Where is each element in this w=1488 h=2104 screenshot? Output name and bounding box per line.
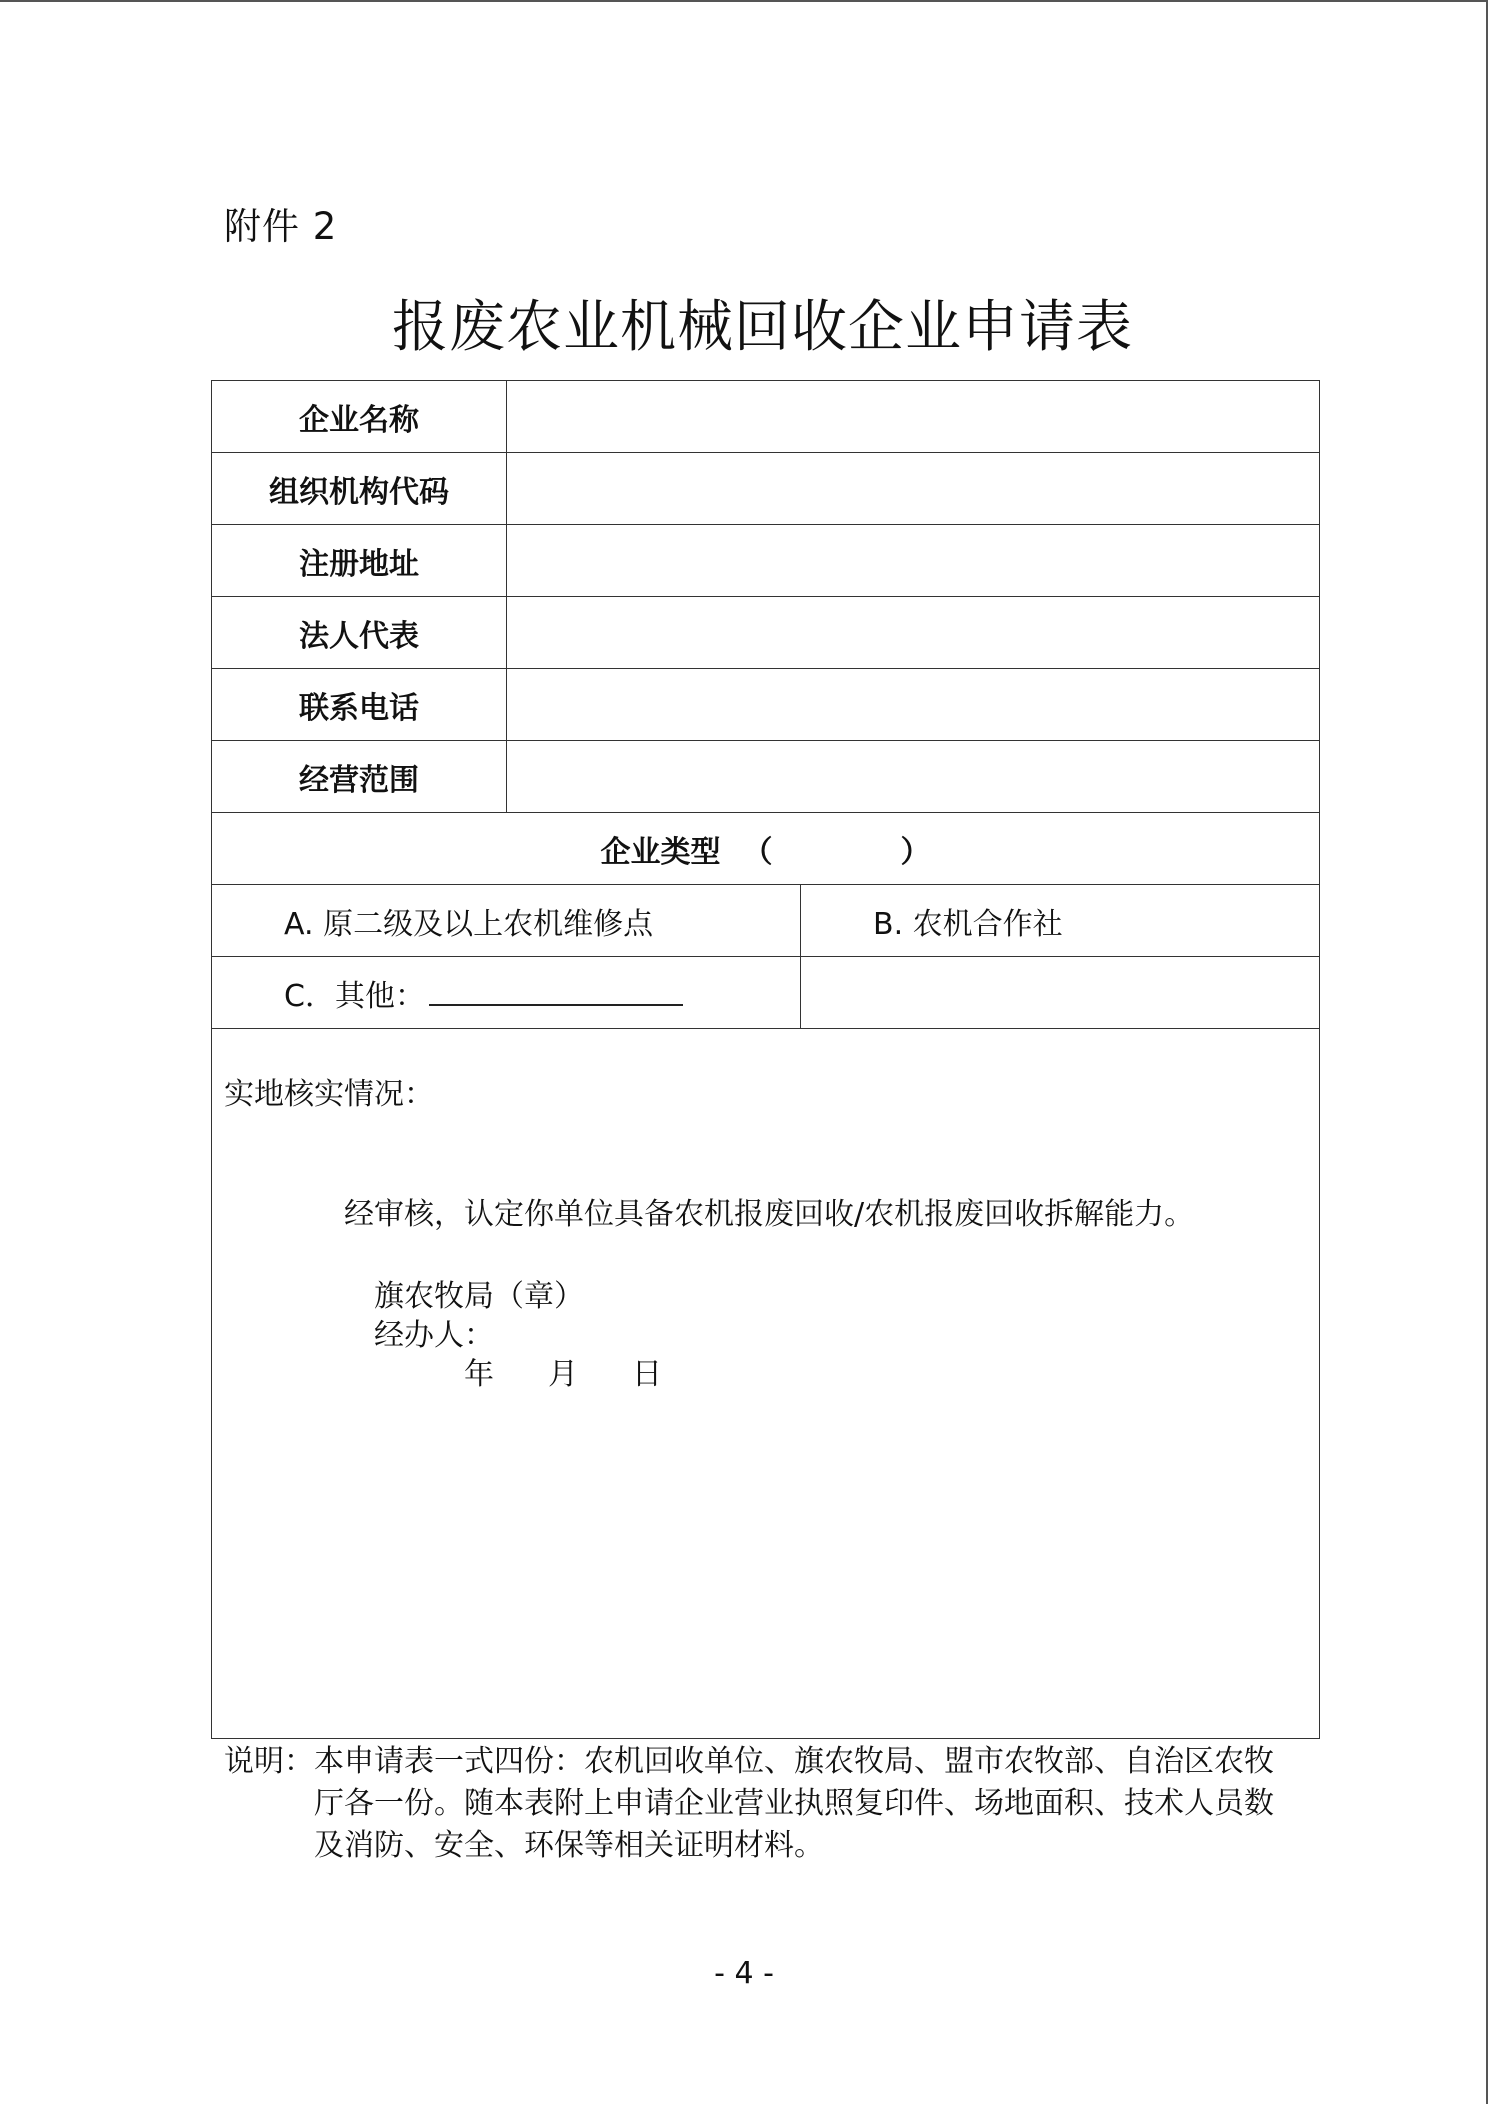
field-value-address[interactable] <box>507 525 1320 597</box>
field-value-phone[interactable] <box>507 669 1320 741</box>
field-label-org-code: 组织机构代码 <box>212 453 507 525</box>
option-a: A. 原二级及以上农机维修点 <box>212 885 801 957</box>
form-row-business-scope <box>212 741 1320 813</box>
annex-label: 附件 2 <box>224 205 338 248</box>
field-value-business-scope[interactable] <box>507 741 1320 813</box>
page-number: - 4 - <box>714 1956 774 1991</box>
page-title: 报废农业机械回收企业申请表 <box>392 295 1133 360</box>
form-row-phone <box>212 669 1320 741</box>
option-b: B. 农机合作社 <box>801 885 1320 957</box>
field-value-org-code[interactable] <box>507 453 1320 525</box>
verification-cell <box>212 1029 1320 1739</box>
enterprise-type-label: 企业类型 <box>600 834 721 870</box>
verification-title: 实地核实情况： <box>224 1077 434 1112</box>
verification-date <box>464 1349 716 1393</box>
application-form-table <box>211 380 1320 1739</box>
field-label-business-scope: 经营范围 <box>212 741 507 813</box>
option-c-label: C．其他： <box>284 978 425 1014</box>
top-border-line <box>0 0 1488 2</box>
form-row-type-options <box>212 885 1320 957</box>
option-empty-cell <box>801 957 1320 1029</box>
enterprise-type-cell[interactable] <box>212 813 1320 885</box>
option-c <box>212 957 801 1029</box>
date-year: 年 <box>464 1357 494 1392</box>
form-row-address <box>212 525 1320 597</box>
form-row-legal-rep <box>212 597 1320 669</box>
field-value-company-name[interactable] <box>507 381 1320 453</box>
verification-review-text: 经审核，认定你单位具备农机报废回收/农机报废回收拆解能力。 <box>344 1197 1195 1232</box>
form-row-enterprise-type <box>212 813 1320 885</box>
explanatory-note <box>224 1741 1284 1867</box>
field-label-company-name: 企业名称 <box>212 381 507 453</box>
field-value-legal-rep[interactable] <box>507 597 1320 669</box>
note-line-2: 厅各一份。随本表附上申请企业营业执照复印件、场地面积、技术人员数 <box>314 1786 1274 1821</box>
enterprise-type-paren-open: （ <box>742 834 773 870</box>
form-row-type-other <box>212 957 1320 1029</box>
form-row-company-name <box>212 381 1320 453</box>
enterprise-type-paren-close: ） <box>900 834 931 870</box>
verification-bureau-stamp: 旗农牧局（章） <box>374 1279 584 1314</box>
field-label-legal-rep: 法人代表 <box>212 597 507 669</box>
verification-handler: 经办人： <box>374 1318 494 1353</box>
note-line-3: 及消防、安全、环保等相关证明材料。 <box>314 1828 824 1863</box>
date-day: 日 <box>632 1357 662 1392</box>
note-line-1: 说明：本申请表一式四份：农机回收单位、旗农牧局、盟市农牧部、自治区农牧 <box>224 1744 1274 1779</box>
option-c-fill-line[interactable] <box>429 980 683 1006</box>
form-row-org-code <box>212 453 1320 525</box>
field-label-phone: 联系电话 <box>212 669 507 741</box>
form-row-verification <box>212 1029 1320 1739</box>
field-label-address: 注册地址 <box>212 525 507 597</box>
date-month: 月 <box>548 1357 578 1392</box>
